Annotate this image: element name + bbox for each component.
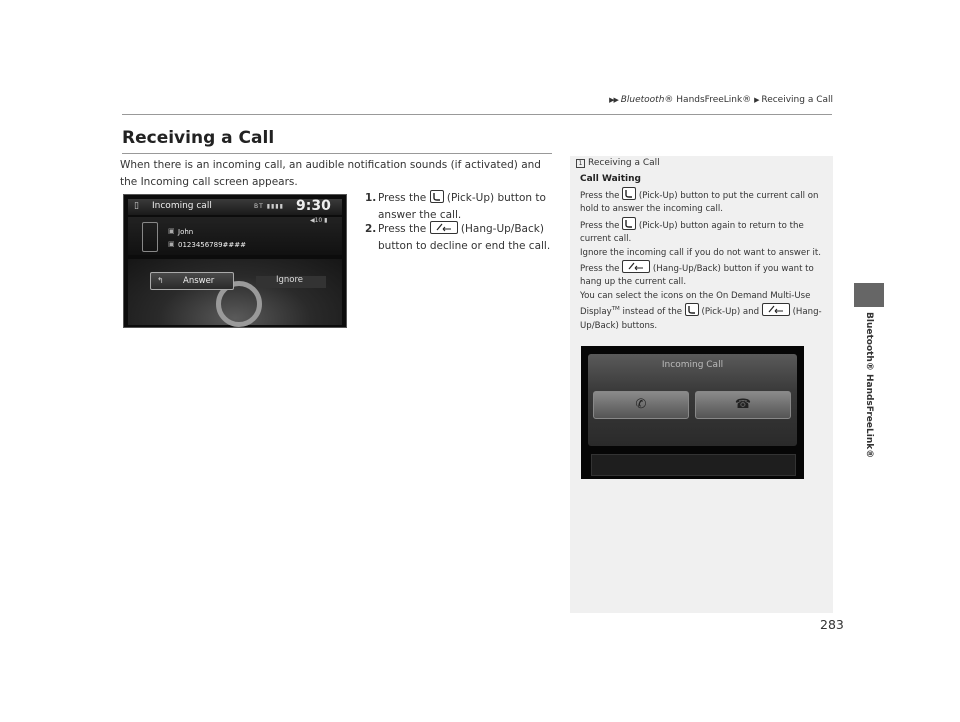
breadcrumb-arrow-icon: ▶▶ [609,96,618,104]
step-1 [365,190,555,224]
person-icon: ▣ [168,227,175,235]
step-text-pre: Press the [378,223,427,235]
breadcrumb-part2: Receiving a Call [761,95,833,105]
call-controls [128,259,342,325]
answer-label: Answer [183,276,215,286]
note-text: Press the [580,220,620,231]
note-heading [576,158,660,168]
note-text: Press the [580,264,620,275]
od-title: Incoming Call [661,360,724,370]
pick-up-icon [685,303,699,316]
note-paragraph [580,187,828,217]
answer-button[interactable] [150,272,234,290]
breadcrumb-part1: Bluetooth [620,95,665,105]
note-heading-text: Receiving a Call [588,158,660,168]
note-text: (Hang-Up/Back) buttons. [580,307,822,331]
hang-up-icon: ☎ [734,397,752,412]
note-text: instead of the [622,307,683,318]
page-number: 283 [820,617,844,632]
header-rule [122,114,832,115]
note-text: (Hang-Up/Back) button if you want to hang up the current call. [580,264,814,288]
step-text-pre: Press the [378,192,427,204]
volume-indicator: ◀10 ▮ [310,217,328,224]
call-title: Incoming call [152,201,212,211]
od-pick-up-button[interactable] [593,391,689,419]
od-bottom-bar [591,454,796,476]
mobile-phone-icon [142,222,158,252]
note-text: Press the [580,191,620,201]
pick-up-icon: ↰ [157,276,164,285]
od-hang-up-button[interactable] [695,391,791,419]
call-header [128,199,342,215]
step-number: 1. [365,192,377,204]
pick-up-icon: ✆ [635,397,647,412]
note-marker-icon: 1 [576,159,585,168]
pick-up-icon [430,190,444,203]
clock: 9:30 [296,198,331,214]
section-tab-text: Bluetooth® HandsFreeLink® [864,312,874,459]
step-text-post: (Hang-Up/Back) button to decline or end the call. [378,223,551,252]
pick-up-icon [622,187,636,200]
breadcrumb-part1-suffix: ® HandsFreeLink® [664,95,752,105]
bluetooth-status-icon: BT ▮▮▮▮ [254,203,284,210]
note-text: (Pick-Up) button again to return to the current call. [580,220,804,245]
ignore-label: Ignore [276,275,304,285]
section-tab [854,283,884,307]
note-paragraph [580,217,828,247]
caller-name: John [178,228,194,236]
incoming-call-screen [123,194,347,328]
number-icon: ▣ [168,240,175,248]
hang-up-back-icon [430,221,458,234]
note-paragraph [580,260,828,290]
step-2 [365,221,555,255]
od-panel [588,354,797,446]
pick-up-icon [622,217,636,230]
phone-small-icon: ▯ [134,201,139,211]
section-tab-label [854,312,884,572]
on-demand-display [581,346,804,479]
breadcrumb-arrow-icon: ▶ [754,96,759,104]
hang-up-back-icon [622,260,650,273]
title-rule [122,153,552,154]
trademark: TM [611,306,620,313]
note-subheading: Call Waiting [580,174,641,184]
caller-number: 0123456789#### [178,241,246,249]
ignore-button[interactable] [256,276,326,288]
page-title: Receiving a Call [122,128,275,148]
note-paragraph: Ignore the incoming call if you do not want to answer it. [580,247,821,258]
note-body [580,187,828,333]
note-text: (Pick-Up) button to put the current call on hold to answer the incoming call. [580,191,819,215]
breadcrumb [600,95,833,105]
note-text: (Pick-Up) and [701,307,760,318]
note-paragraph [580,290,828,333]
intro-paragraph: When there is an incoming call, an audible notification sounds (if activated) and the Incoming call screen appears. [120,159,541,188]
step-text-post: (Pick-Up) button to answer the call. [378,192,546,221]
step-number: 2. [365,223,377,235]
hang-up-back-icon [762,303,790,316]
note-text: You can select the icons on the On Demand Multi-Use Display [580,290,811,318]
